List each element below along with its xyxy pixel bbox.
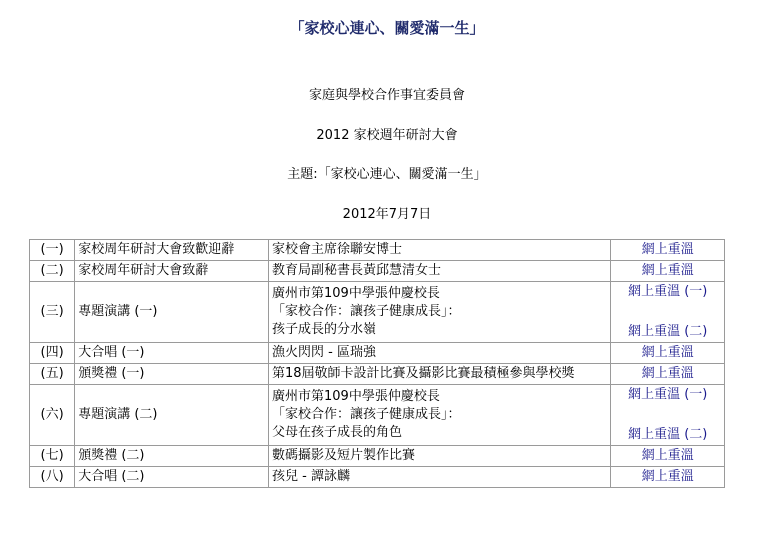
item-number: (四)	[30, 343, 75, 364]
replay-link[interactable]: 網上重溫	[641, 263, 694, 278]
item-number: (五)	[30, 364, 75, 385]
item-title: 頒獎禮 (二)	[75, 446, 269, 467]
table-row	[30, 343, 725, 364]
replay-link[interactable]: 網上重溫	[641, 345, 694, 360]
replay-link[interactable]: 網上重溫	[641, 366, 694, 381]
replay-link[interactable]: 網上重溫	[641, 242, 694, 257]
speaker-line: 漁火閃閃 - 區瑞強	[272, 345, 376, 360]
organizer-name: 家庭與學校合作事宜委員會	[308, 88, 465, 103]
item-number: (八)	[30, 467, 75, 488]
speaker-line: 教育局副秘書長黃邱慧清女士	[272, 263, 442, 278]
replay-link[interactable]: 網上重溫	[641, 448, 694, 463]
table-row	[30, 467, 725, 488]
speaker-line: 廣州市第109中學張仲慶校長	[272, 286, 440, 301]
item-speaker	[269, 240, 611, 261]
item-speaker	[269, 385, 611, 446]
replay-link[interactable]: 網上重溫	[641, 469, 694, 484]
item-title: 專題演講 (一)	[75, 282, 269, 343]
item-title: 家校周年研討大會致辭	[75, 261, 269, 282]
speaker-line: 孩子成長的分水嶺	[272, 322, 377, 337]
item-number: (二)	[30, 261, 75, 282]
replay-cell	[611, 467, 725, 488]
replay-link-part-1[interactable]: 網上重溫 (一)	[628, 387, 708, 402]
item-number: (六)	[30, 385, 75, 446]
item-speaker	[269, 467, 611, 488]
item-speaker	[269, 446, 611, 467]
replay-link-part-1[interactable]: 網上重溫 (一)	[628, 284, 708, 299]
item-number: (七)	[30, 446, 75, 467]
speaker-line: 孩兒 - 譚詠麟	[272, 469, 350, 484]
event-theme: 主題:「家校心連心、關愛滿一生」	[287, 167, 487, 182]
item-speaker	[269, 364, 611, 385]
item-number: (一)	[30, 240, 75, 261]
replay-cell	[611, 240, 725, 261]
speaker-line: 家校會主席徐聯安博士	[272, 242, 403, 257]
replay-cell	[611, 446, 725, 467]
item-speaker	[269, 261, 611, 282]
speaker-line: 廣州市第109中學張仲慶校長	[272, 389, 440, 404]
replay-cell	[611, 364, 725, 385]
replay-cell	[611, 282, 725, 343]
item-title: 頒獎禮 (一)	[75, 364, 269, 385]
replay-cell	[611, 385, 725, 446]
item-title: 大合唱 (一)	[75, 343, 269, 364]
replay-link-part-2[interactable]: 網上重溫 (二)	[628, 427, 708, 442]
table-row	[30, 385, 725, 446]
replay-cell	[611, 343, 725, 364]
item-title: 家校周年研討大會致歡迎辭	[75, 240, 269, 261]
replay-link-part-2[interactable]: 網上重溫 (二)	[628, 324, 708, 339]
event-date: 2012年7月7日	[342, 207, 432, 222]
item-speaker	[269, 282, 611, 343]
table-row	[30, 240, 725, 261]
replay-cell	[611, 261, 725, 282]
speaker-line: 數碼攝影及短片製作比賽	[272, 448, 416, 463]
table-row	[30, 261, 725, 282]
item-number: (三)	[30, 282, 75, 343]
page-title: 「家校心連心、關愛滿一生」	[289, 19, 485, 37]
item-title: 專題演講 (二)	[75, 385, 269, 446]
item-speaker	[269, 343, 611, 364]
speaker-line: 「家校合作：讓孩子健康成長」：	[272, 407, 461, 422]
event-name: 2012 家校週年研討大會	[316, 128, 458, 143]
speaker-line: 「家校合作：讓孩子健康成長」：	[272, 304, 461, 319]
program-table	[29, 239, 725, 488]
table-row	[30, 446, 725, 467]
table-row	[30, 282, 725, 343]
speaker-line: 父母在孩子成長的角色	[272, 425, 403, 440]
speaker-line: 第18屆敬師卡設計比賽及攝影比賽最積極參與學校獎	[272, 366, 575, 381]
item-title: 大合唱 (二)	[75, 467, 269, 488]
table-row	[30, 364, 725, 385]
